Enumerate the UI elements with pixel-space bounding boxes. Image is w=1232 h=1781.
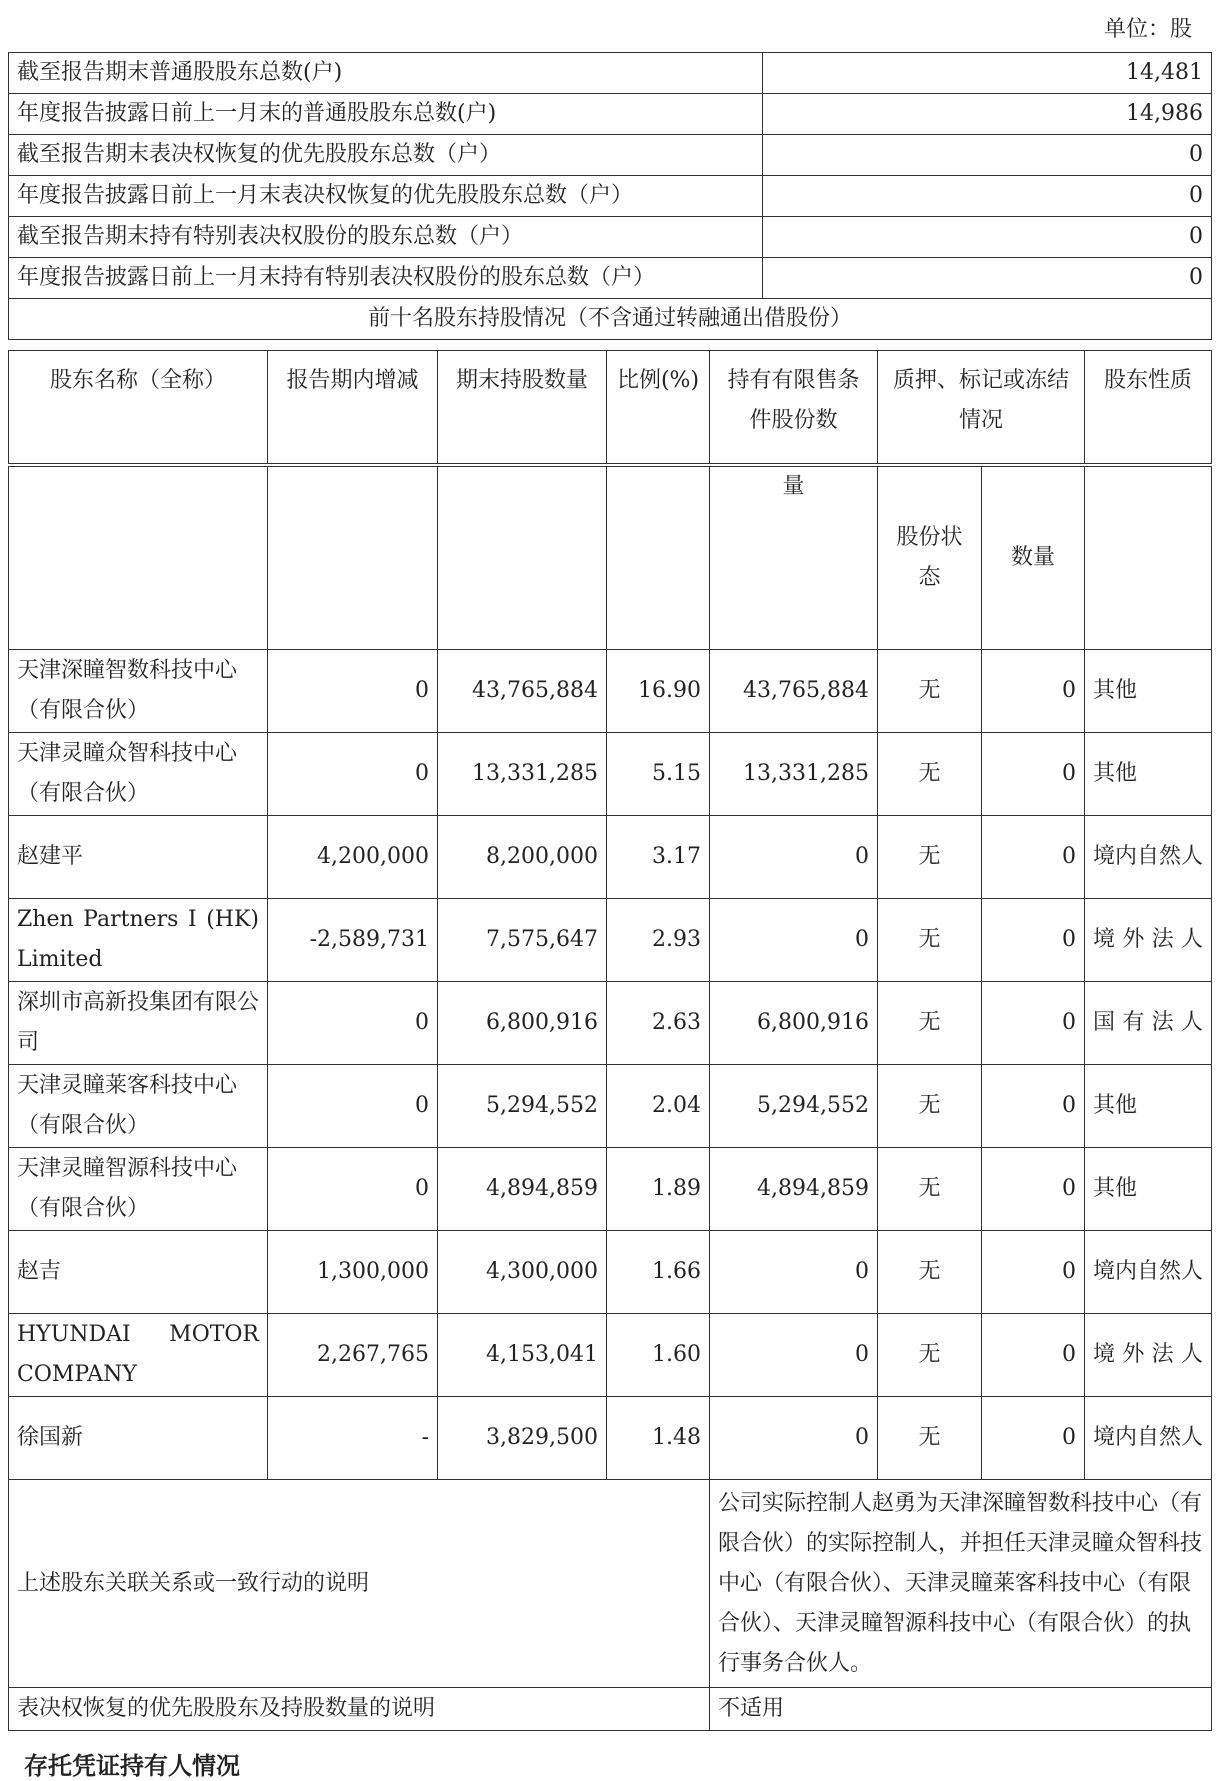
summary-value: 14,986 [763,94,1212,135]
summary-label: 年度报告披露日前上一月末的普通股股东总数(户) [9,94,763,135]
summary-row [9,53,1212,94]
preferred-label: 表决权恢复的优先股股东及持股数量的说明 [9,1688,710,1731]
cell-change: -2,589,731 [268,899,438,982]
cell-qty: 0 [982,899,1085,982]
cell-change: - [268,1397,438,1480]
cell-nature: 其他 [1085,733,1212,816]
cell-change: 0 [268,982,438,1065]
next-section-heading: 存托凭证持有人情况 [24,1751,240,1780]
cell-status: 无 [878,1148,982,1231]
table-row [9,1065,1212,1148]
cell-status: 无 [878,1314,982,1397]
shareholder-name: 赵建平 [9,816,268,899]
cell-restricted: 0 [710,1314,878,1397]
table-row [9,1148,1212,1231]
cell-status: 无 [878,1397,982,1480]
shareholder-name: 深圳市高新投集团有限公司 [9,982,268,1065]
cell-status: 无 [878,1065,982,1148]
cell-restricted: 0 [710,1397,878,1480]
summary-value: 0 [763,258,1212,299]
cell-qty: 0 [982,1148,1085,1231]
header-pledge-qty: 数量 [982,467,1085,650]
relation-label: 上述股东关联关系或一致行动的说明 [9,1480,710,1688]
cell-ratio: 2.93 [607,899,710,982]
cell-ratio: 1.60 [607,1314,710,1397]
header-nature: 股东性质 [1085,351,1212,464]
shareholder-name: 徐国新 [9,1397,268,1480]
cell-restricted: 5,294,552 [710,1065,878,1148]
preferred-text: 不适用 [710,1688,1212,1731]
cell-change: 0 [268,733,438,816]
cell-ratio: 16.90 [607,650,710,733]
shareholder-name: 天津灵瞳莱客科技中心（有限合伙） [9,1065,268,1148]
cell-end: 4,300,000 [438,1231,607,1314]
summary-label: 年度报告披露日前上一月末表决权恢复的优先股股东总数（户） [9,176,763,217]
cell-nature: 国有法人 [1085,982,1212,1065]
cell-nature: 境内自然人 [1085,1231,1212,1314]
cell-change: 0 [268,1148,438,1231]
summary-row [9,176,1212,217]
header-pledge-status: 股份状态 [878,467,982,650]
header-change: 报告期内增减 [268,351,438,464]
table-row [9,650,1212,733]
cell-status: 无 [878,650,982,733]
shareholder-name: HYUNDAI MOTOR COMPANY [9,1314,268,1397]
cell-ratio: 2.63 [607,982,710,1065]
unit-label: 单位：股 [1103,17,1192,42]
summary-row [9,94,1212,135]
shareholder-name: 天津深瞳智数科技中心（有限合伙） [9,650,268,733]
cell-end: 8,200,000 [438,816,607,899]
cell-change: 0 [268,1065,438,1148]
cell-nature: 境内自然人 [1085,816,1212,899]
shareholder-name: 天津灵瞳智源科技中心（有限合伙） [9,1148,268,1231]
cell-end: 3,829,500 [438,1397,607,1480]
table-row [9,1231,1212,1314]
cell-ratio: 1.66 [607,1231,710,1314]
cell-change: 4,200,000 [268,816,438,899]
shareholder-table [8,466,1212,1731]
header-name: 股东名称（全称） [9,351,268,464]
cell-status: 无 [878,982,982,1065]
cell-status: 无 [878,899,982,982]
cell-qty: 0 [982,733,1085,816]
cell-end: 7,575,647 [438,899,607,982]
summary-value: 0 [763,135,1212,176]
summary-table [8,52,1212,340]
cell-restricted: 13,331,285 [710,733,878,816]
cell-end: 43,765,884 [438,650,607,733]
cell-ratio: 1.89 [607,1148,710,1231]
table-row [9,1397,1212,1480]
summary-row [9,258,1212,299]
cell-restricted: 0 [710,816,878,899]
table-row [9,816,1212,899]
cell-nature: 其他 [1085,1065,1212,1148]
relation-text: 公司实际控制人赵勇为天津深瞳智数科技中心（有限合伙）的实际控制人，并担任天津灵瞳众智科技中心（有限合伙）、天津灵瞳莱客科技中心（有限合伙）、天津灵瞳智源科技中心（有限合伙）的执行事务合伙人。 [710,1480,1212,1688]
cell-nature: 其他 [1085,1148,1212,1231]
summary-value: 0 [763,217,1212,258]
summary-label: 截至报告期末普通股股东总数(户) [9,53,763,94]
header-pledge: 质押、标记或冻结情况 [878,351,1085,464]
cell-restricted: 4,894,859 [710,1148,878,1231]
summary-label: 年度报告披露日前上一月末持有特别表决权股份的股东总数（户） [9,258,763,299]
cell-qty: 0 [982,650,1085,733]
cell-qty: 0 [982,982,1085,1065]
cell-restricted: 0 [710,899,878,982]
summary-value: 14,481 [763,53,1212,94]
cell-nature: 境内自然人 [1085,1397,1212,1480]
cell-qty: 0 [982,1397,1085,1480]
cell-end: 13,331,285 [438,733,607,816]
table-row [9,982,1212,1065]
header-table [8,350,1212,464]
summary-row [9,217,1212,258]
cell-qty: 0 [982,816,1085,899]
table-row [9,1314,1212,1397]
section-title: 前十名股东持股情况（不含通过转融通出借股份） [9,299,1212,340]
cell-ratio: 5.15 [607,733,710,816]
cell-qty: 0 [982,1314,1085,1397]
cell-end: 4,153,041 [438,1314,607,1397]
table-row [9,733,1212,816]
cell-ratio: 2.04 [607,1065,710,1148]
cell-nature: 境外法人 [1085,1314,1212,1397]
summary-row [9,135,1212,176]
header-end-holding: 期末持股数量 [438,351,607,464]
shareholder-name: Zhen Partners I (HK) Limited [9,899,268,982]
header-restricted-cont: 量 [710,467,878,650]
cell-status: 无 [878,816,982,899]
cell-ratio: 3.17 [607,816,710,899]
cell-status: 无 [878,1231,982,1314]
table-row [9,899,1212,982]
cell-change: 0 [268,650,438,733]
cell-status: 无 [878,733,982,816]
cell-restricted: 6,800,916 [710,982,878,1065]
header-restricted: 持有有限售条件股份数 [710,351,878,464]
summary-value: 0 [763,176,1212,217]
cell-restricted: 43,765,884 [710,650,878,733]
cell-qty: 0 [982,1231,1085,1314]
cell-nature: 境外法人 [1085,899,1212,982]
cell-change: 1,300,000 [268,1231,438,1314]
header-ratio: 比例(%) [607,351,710,464]
shareholder-name: 天津灵瞳众智科技中心（有限合伙） [9,733,268,816]
summary-label: 截至报告期末持有特别表决权股份的股东总数（户） [9,217,763,258]
cell-nature: 其他 [1085,650,1212,733]
summary-label: 截至报告期末表决权恢复的优先股股东总数（户） [9,135,763,176]
cell-ratio: 1.48 [607,1397,710,1480]
shareholder-name: 赵吉 [9,1231,268,1314]
cell-end: 6,800,916 [438,982,607,1065]
cell-end: 4,894,859 [438,1148,607,1231]
cell-end: 5,294,552 [438,1065,607,1148]
cell-change: 2,267,765 [268,1314,438,1397]
cell-restricted: 0 [710,1231,878,1314]
cell-qty: 0 [982,1065,1085,1148]
